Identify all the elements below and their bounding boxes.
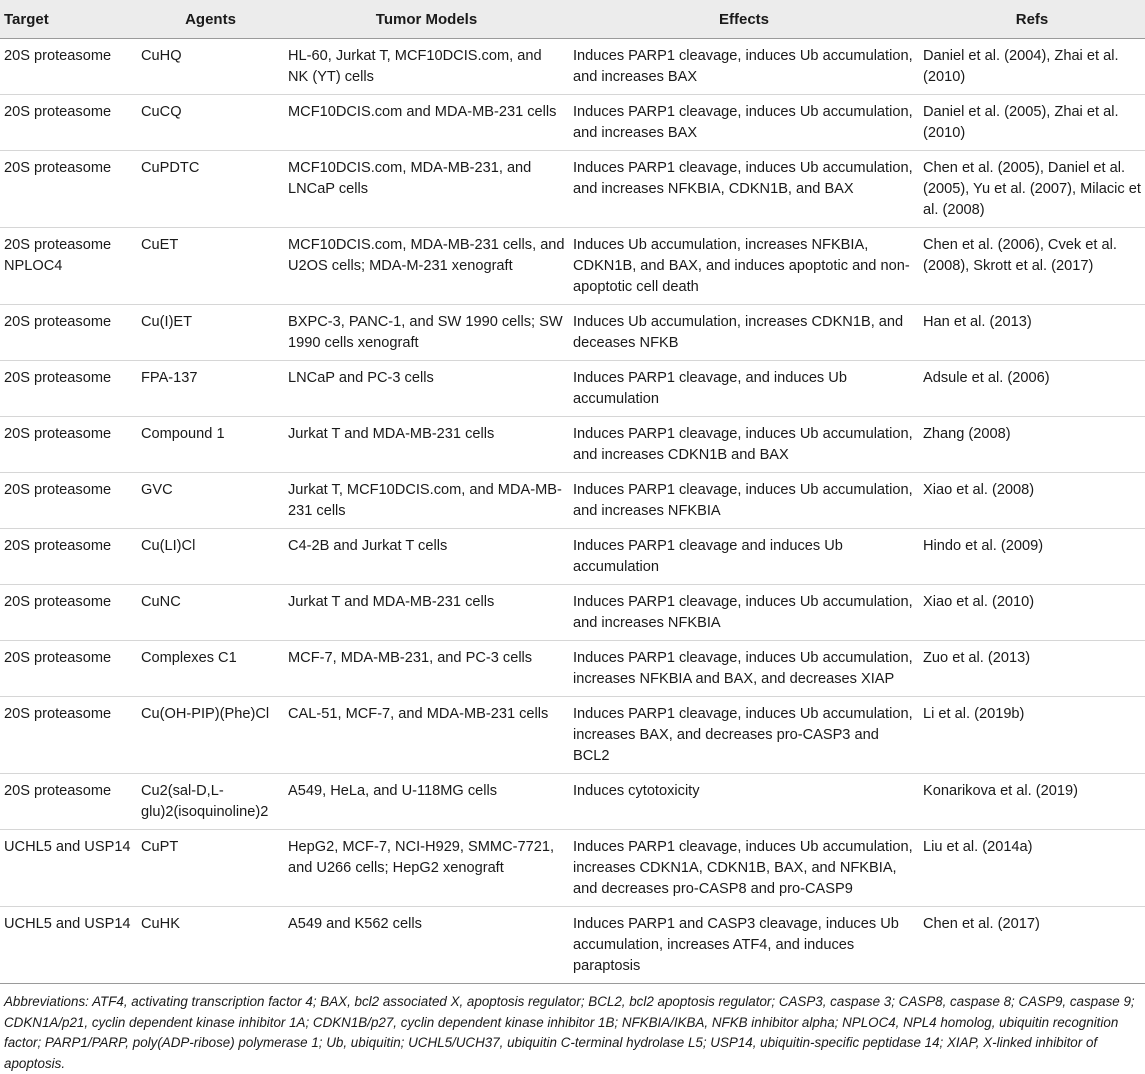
table-row — [0, 228, 1145, 305]
tumor-models-cell: Jurkat T and MDA-MB-231 cells — [284, 417, 569, 473]
tumor-models-cell: A549 and K562 cells — [284, 907, 569, 984]
effects-cell: Induces Ub accumulation, increases CDKN1B, and deceases NFKB — [569, 305, 919, 361]
refs-cell: Daniel et al. (2005), Zhai et al. (2010) — [919, 95, 1145, 151]
target-cell: 20S proteasome — [0, 39, 137, 95]
tumor-models-cell: MCF10DCIS.com and MDA-MB-231 cells — [284, 95, 569, 151]
effects-cell: Induces PARP1 cleavage, induces Ub accumulation, increases BAX, and decreases pro-CASP3 and BCL2 — [569, 697, 919, 774]
abbreviations-footnote: Abbreviations: ATF4, activating transcription factor 4; BAX, bcl2 associated X, apoptosis regulator; BCL2, bcl2 apoptosis regulator; CASP3, caspase 3; CASP8, caspase 8; CASP9, caspase 9; CDKN1A/p21, cyclin dependent kinase inhibitor 1A; CDKN1B/p27, cyclin dependent kinase inhibitor 1B; NFKBIA/IKBA, NFKB inhibitor alpha; NPLOC4, NPL4 homolog, ubiquitin recognition factor; PARP1/PARP, poly(ADP-ribose) polymerase 1; Ub, ubiquitin; UCHL5/UCH37, ubiquitin C-terminal hydrolase L5; USP14, ubiquitin-specific peptidase 14; XIAP, X-linked inhibitor of apoptosis. — [4, 994, 1135, 1071]
table-header — [0, 0, 1145, 39]
target-cell: 20S proteasome — [0, 95, 137, 151]
header-agents: Agents — [137, 0, 284, 39]
header-effects: Effects — [569, 0, 919, 39]
agent-cell: Compound 1 — [137, 417, 284, 473]
table-row — [0, 151, 1145, 228]
tumor-models-cell: LNCaP and PC-3 cells — [284, 361, 569, 417]
target-cell: UCHL5 and USP14 — [0, 830, 137, 907]
agent-cell: CuNC — [137, 585, 284, 641]
agent-cell: Complexes C1 — [137, 641, 284, 697]
effects-cell: Induces PARP1 cleavage, induces Ub accumulation, increases NFKBIA and BAX, and decreases XIAP — [569, 641, 919, 697]
target-cell: 20S proteasome — [0, 585, 137, 641]
refs-cell: Daniel et al. (2004), Zhai et al. (2010) — [919, 39, 1145, 95]
refs-cell: Zhang (2008) — [919, 417, 1145, 473]
table-row — [0, 417, 1145, 473]
effects-cell: Induces PARP1 cleavage, induces Ub accumulation, and increases CDKN1B and BAX — [569, 417, 919, 473]
effects-cell: Induces PARP1 cleavage, and induces Ub accumulation — [569, 361, 919, 417]
effects-cell: Induces PARP1 cleavage, induces Ub accumulation, and increases NFKBIA, CDKN1B, and BAX — [569, 151, 919, 228]
effects-cell: Induces PARP1 cleavage, induces Ub accumulation, and increases NFKBIA — [569, 473, 919, 529]
table-row — [0, 305, 1145, 361]
target-cell: 20S proteasome NPLOC4 — [0, 228, 137, 305]
tumor-models-cell: HL-60, Jurkat T, MCF10DCIS.com, and NK (YT) cells — [284, 39, 569, 95]
agent-cell: GVC — [137, 473, 284, 529]
target-cell: 20S proteasome — [0, 417, 137, 473]
table-row — [0, 907, 1145, 984]
tumor-models-cell: Jurkat T and MDA-MB-231 cells — [284, 585, 569, 641]
effects-cell: Induces PARP1 cleavage and induces Ub accumulation — [569, 529, 919, 585]
tumor-models-cell: Jurkat T, MCF10DCIS.com, and MDA-MB-231 cells — [284, 473, 569, 529]
target-cell: 20S proteasome — [0, 473, 137, 529]
table-row — [0, 697, 1145, 774]
agent-cell: Cu2(sal-D,L-glu)2(isoquinoline)2 — [137, 774, 284, 830]
tumor-models-cell: BXPC-3, PANC-1, and SW 1990 cells; SW 1990 cells xenograft — [284, 305, 569, 361]
tumor-models-cell: MCF-7, MDA-MB-231, and PC-3 cells — [284, 641, 569, 697]
effects-cell: Induces PARP1 cleavage, induces Ub accumulation, and increases NFKBIA — [569, 585, 919, 641]
refs-cell: Konarikova et al. (2019) — [919, 774, 1145, 830]
agent-cell: CuPT — [137, 830, 284, 907]
agent-cell: CuCQ — [137, 95, 284, 151]
refs-cell: Li et al. (2019b) — [919, 697, 1145, 774]
refs-cell: Hindo et al. (2009) — [919, 529, 1145, 585]
header-row — [0, 0, 1145, 39]
target-cell: 20S proteasome — [0, 529, 137, 585]
table-row — [0, 95, 1145, 151]
table-row — [0, 774, 1145, 830]
header-tumor-models: Tumor Models — [284, 0, 569, 39]
table-row — [0, 830, 1145, 907]
agent-cell: FPA-137 — [137, 361, 284, 417]
effects-cell: Induces PARP1 cleavage, induces Ub accumulation, and increases BAX — [569, 95, 919, 151]
tumor-models-cell: A549, HeLa, and U-118MG cells — [284, 774, 569, 830]
agent-cell: CuHQ — [137, 39, 284, 95]
table-row — [0, 473, 1145, 529]
agent-cell: Cu(LI)Cl — [137, 529, 284, 585]
table-body — [0, 39, 1145, 984]
table-row — [0, 39, 1145, 95]
refs-cell: Adsule et al. (2006) — [919, 361, 1145, 417]
header-refs: Refs — [919, 0, 1145, 39]
agent-cell: Cu(I)ET — [137, 305, 284, 361]
effects-cell: Induces PARP1 cleavage, induces Ub accumulation, increases CDKN1A, CDKN1B, BAX, and NFKBIA, and decreases pro-CASP8 and pro-CASP9 — [569, 830, 919, 907]
target-cell: 20S proteasome — [0, 641, 137, 697]
effects-cell: Induces PARP1 and CASP3 cleavage, induces Ub accumulation, increases ATF4, and induces paraptosis — [569, 907, 919, 984]
tumor-models-cell: CAL-51, MCF-7, and MDA-MB-231 cells — [284, 697, 569, 774]
target-cell: 20S proteasome — [0, 697, 137, 774]
agent-cell: Cu(OH-PIP)(Phe)Cl — [137, 697, 284, 774]
refs-cell: Han et al. (2013) — [919, 305, 1145, 361]
tumor-models-cell: HepG2, MCF-7, NCI-H929, SMMC-7721, and U266 cells; HepG2 xenograft — [284, 830, 569, 907]
tumor-models-cell: MCF10DCIS.com, MDA-MB-231, and LNCaP cells — [284, 151, 569, 228]
effects-cell: Induces PARP1 cleavage, induces Ub accumulation, and increases BAX — [569, 39, 919, 95]
refs-cell: Chen et al. (2017) — [919, 907, 1145, 984]
target-cell: 20S proteasome — [0, 151, 137, 228]
refs-cell: Chen et al. (2005), Daniel et al. (2005), Yu et al. (2007), Milacic et al. (2008) — [919, 151, 1145, 228]
refs-cell: Xiao et al. (2010) — [919, 585, 1145, 641]
agent-cell: CuPDTC — [137, 151, 284, 228]
header-target: Target — [0, 0, 137, 39]
target-cell: UCHL5 and USP14 — [0, 907, 137, 984]
refs-cell: Zuo et al. (2013) — [919, 641, 1145, 697]
target-cell: 20S proteasome — [0, 774, 137, 830]
table-row — [0, 641, 1145, 697]
effects-cell: Induces cytotoxicity — [569, 774, 919, 830]
target-cell: 20S proteasome — [0, 305, 137, 361]
tumor-models-cell: C4-2B and Jurkat T cells — [284, 529, 569, 585]
effects-cell: Induces Ub accumulation, increases NFKBIA, CDKN1B, and BAX, and induces apoptotic and non-apoptotic cell death — [569, 228, 919, 305]
table-row — [0, 361, 1145, 417]
table-row — [0, 529, 1145, 585]
refs-cell: Chen et al. (2006), Cvek et al. (2008), Skrott et al. (2017) — [919, 228, 1145, 305]
agent-cell: CuET — [137, 228, 284, 305]
refs-cell: Liu et al. (2014a) — [919, 830, 1145, 907]
tumor-models-cell: MCF10DCIS.com, MDA-MB-231 cells, and U2OS cells; MDA-M-231 xenograft — [284, 228, 569, 305]
agent-cell: CuHK — [137, 907, 284, 984]
target-cell: 20S proteasome — [0, 361, 137, 417]
refs-cell: Xiao et al. (2008) — [919, 473, 1145, 529]
table-row — [0, 585, 1145, 641]
